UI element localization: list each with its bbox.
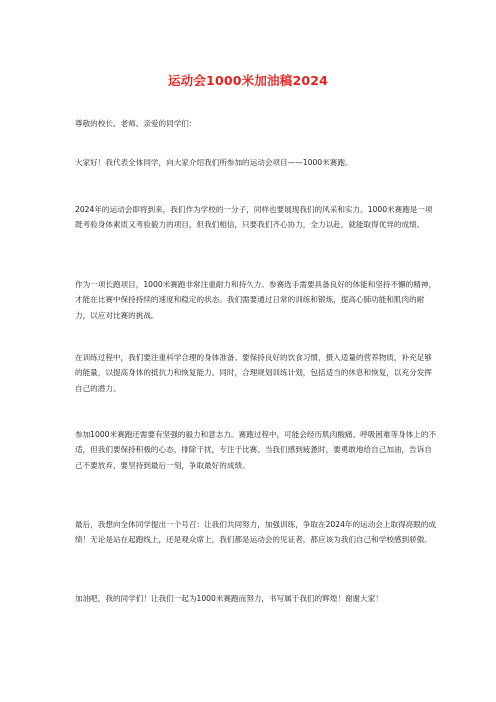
body-paragraph-3: 在训练过程中，我们要注重科学合理的身体准备。要保持良好的饮食习惯，摄入适量的营养物质，补充足够的能量，以提高身体的抵抗力和恢复能力。同时，合理规划训练计划，包括适当的休息和恢复，以充分发挥自己的潜力。 bbox=[75, 353, 432, 393]
final-paragraph: 加油吧，我的同学们！让我们一起为1000米赛跑而努力，书写属于我们的辉煌！谢谢大家！ bbox=[75, 594, 383, 603]
body-paragraph-2: 作为一项长跑项目，1000米赛跑非常注重耐力和持久力。参赛选手需要具备良好的体能和坚持不懈的精神，才能在比赛中保持持续的速度和稳定的状态。我们需要通过日常的训练和锻炼，提高心肺功能和肌肉的耐力，以应对比赛的挑战。 bbox=[75, 280, 437, 320]
body-paragraph-1: 2024年的运动会即将到来，我们作为学校的一分子，同样也要展现我们的风采和实力。1000米赛跑是一项既考验身体素质又考验毅力的项目，但我们相信，只要我们齐心协力，全力以赴，就能取得优异的成绩。 bbox=[75, 205, 433, 230]
salutation-paragraph: 尊敬的校长、老师、亲爱的同学们： bbox=[75, 119, 197, 128]
intro-paragraph: 大家好！我代表全体同学，向大家介绍我们所参加的运动会项目——1000米赛跑。 bbox=[75, 158, 353, 167]
body-paragraph-4: 参加1000米赛跑还需要有坚强的毅力和意志力。赛跑过程中，可能会经历肌肉酸痛、呼吸困难等身体上的不适，但我们要保持积极的心态，排除干扰，专注于比赛。当我们感到疲惫时，要勇敢地给自己加油，告诉自己不要放弃，要坚持到最后一刻，争取最好的成绩。 bbox=[75, 430, 437, 470]
document-title: 运动会1000米加油稿2024 bbox=[167, 73, 329, 88]
closing-paragraph: 最后，我想向全体同学提出一个号召：让我们共同努力，加强训练，争取在2024年的运动会上取得亮眼的成绩！无论是站在起跑线上，还是观众席上，我们都是运动会的见证者，都应该为我们自己和学校感到骄傲。 bbox=[75, 520, 437, 545]
